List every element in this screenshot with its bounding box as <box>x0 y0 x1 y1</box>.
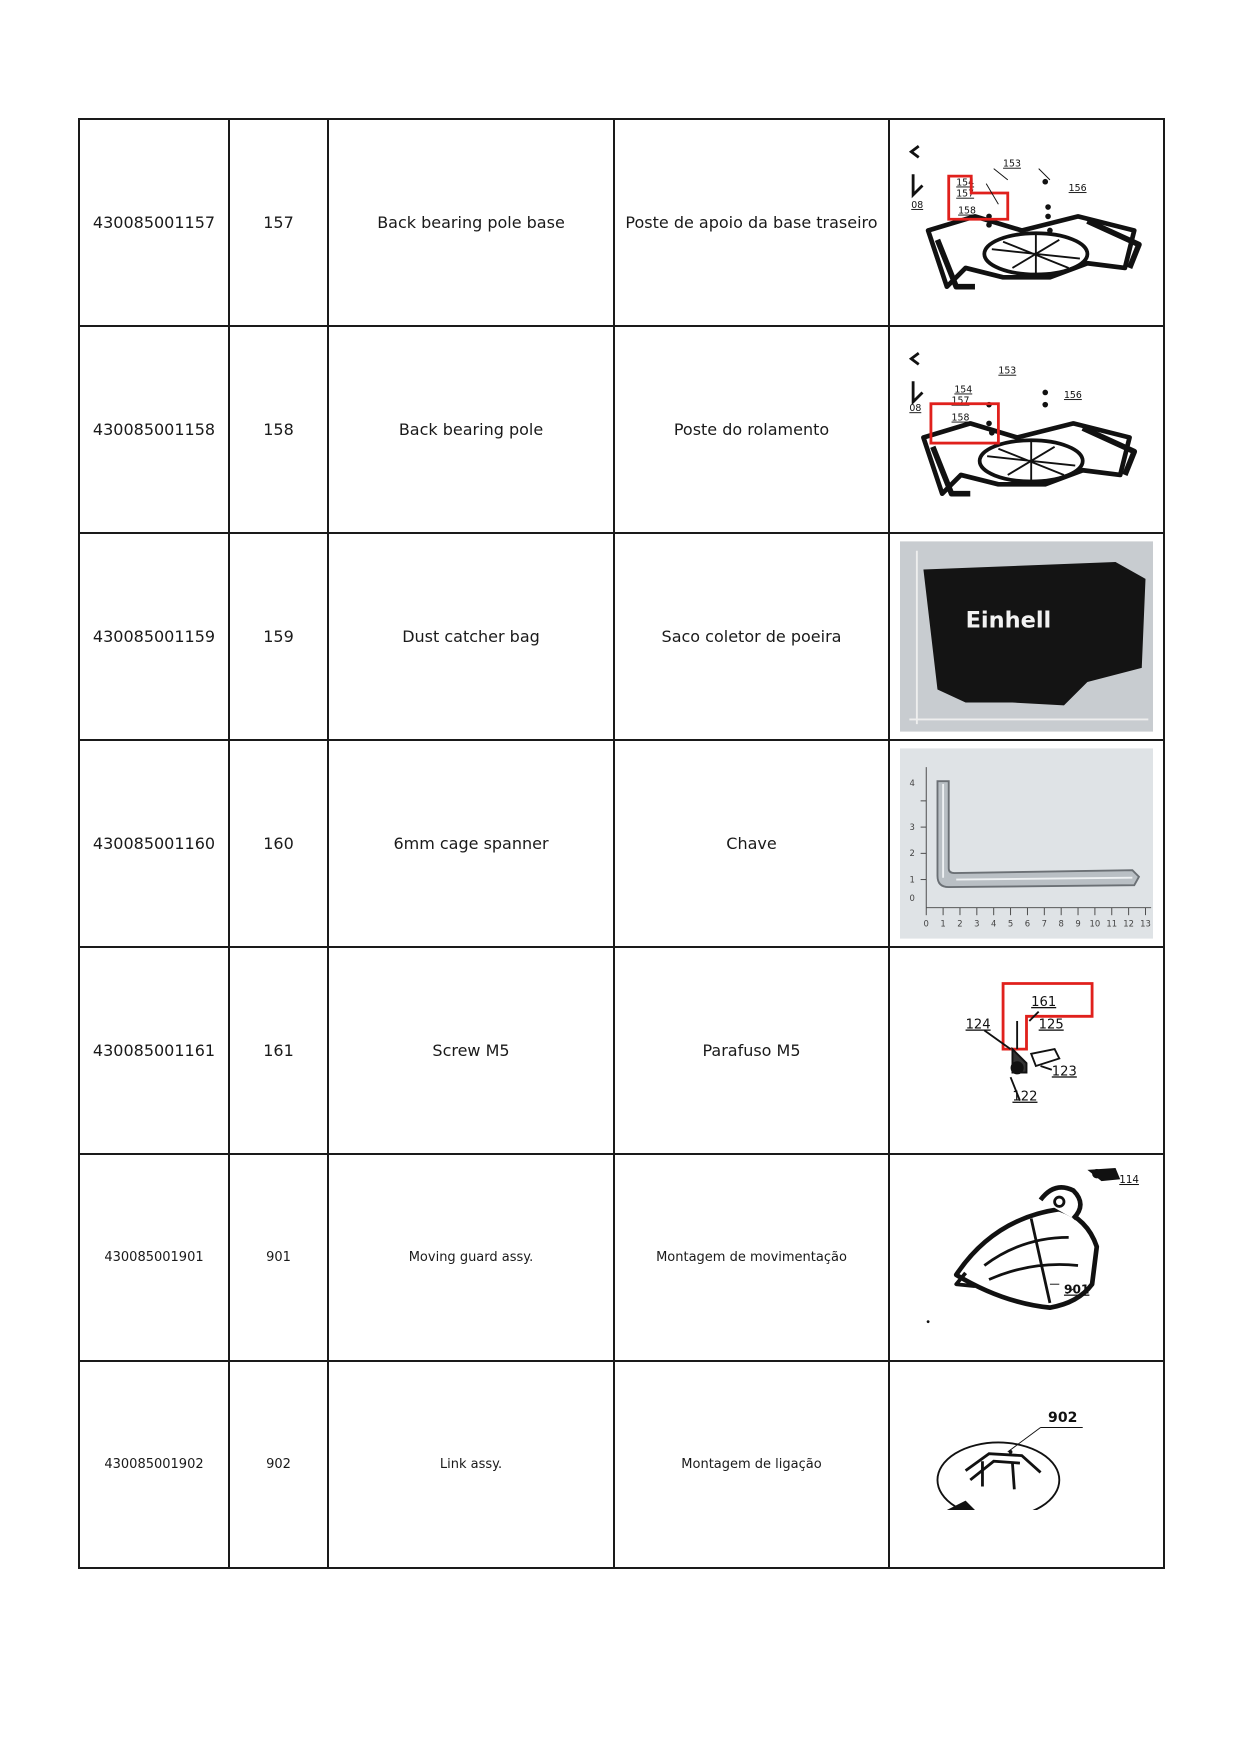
callout-label: 901 <box>1063 1282 1090 1297</box>
description-en: Dust catcher bag <box>328 533 614 740</box>
ruler-y-label: 0 <box>909 893 915 904</box>
table-row <box>79 326 1164 533</box>
link-diagram <box>900 1363 1153 1566</box>
description-pt: Poste do rolamento <box>614 326 889 533</box>
part-photo <box>889 533 1164 740</box>
callout-label: 114 <box>1119 1174 1139 1187</box>
callout-label: 153 <box>1003 158 1021 170</box>
part-diagram <box>889 326 1164 533</box>
position-number: 157 <box>229 119 328 326</box>
screw-diagram <box>900 949 1153 1152</box>
callout-label: 156 <box>1068 183 1087 195</box>
callout-label: 08 <box>909 403 922 415</box>
ruler-x-label: 4 <box>991 918 997 929</box>
callout-label: 157 <box>956 188 975 200</box>
part-photo <box>889 740 1164 947</box>
table-row <box>79 1361 1164 1568</box>
callout-label: 158 <box>958 205 976 217</box>
position-number: 902 <box>229 1361 328 1568</box>
table-row <box>79 740 1164 947</box>
callout-label: 161 <box>1031 994 1057 1010</box>
callout-label: 123 <box>1051 1064 1077 1080</box>
dust-bag-photo <box>900 535 1153 738</box>
ruler-x-label: 6 <box>1024 918 1031 929</box>
callout-label: 124 <box>965 1017 991 1033</box>
description-en: Screw M5 <box>328 947 614 1154</box>
table-row <box>79 1154 1164 1361</box>
description-pt: Montagem de movimentação <box>614 1154 889 1361</box>
ruler-x-label: 11 <box>1106 918 1118 929</box>
ruler-x-label: 12 <box>1123 918 1134 929</box>
callout-label: 902 <box>1048 1409 1078 1426</box>
description-pt: Montagem de ligação <box>614 1361 889 1568</box>
ruler-x-label: 2 <box>957 918 963 929</box>
callout-label: 122 <box>1012 1089 1038 1105</box>
callout-label: 156 <box>1063 390 1082 402</box>
position-number: 158 <box>229 326 328 533</box>
spanner-photo <box>900 742 1153 945</box>
part-diagram <box>889 947 1164 1154</box>
ruler-x-label: 9 <box>1075 918 1081 929</box>
ruler-y-label: 4 <box>909 777 915 788</box>
description-en: Link assy. <box>328 1361 614 1568</box>
part-number: 430085001901 <box>79 1154 229 1361</box>
callout-label: 08 <box>911 199 924 211</box>
callout-label: 154 <box>956 177 975 189</box>
position-number: 901 <box>229 1154 328 1361</box>
ruler-x-label: 1 <box>940 918 946 929</box>
callout-label: 157 <box>951 395 970 407</box>
part-diagram <box>889 1154 1164 1361</box>
callout-label: 154 <box>954 384 973 396</box>
callout-label: 125 <box>1038 1017 1064 1033</box>
description-en: Back bearing pole <box>328 326 614 533</box>
guard-diagram <box>900 1156 1153 1359</box>
part-number: 430085001161 <box>79 947 229 1154</box>
description-pt: Saco coletor de poeira <box>614 533 889 740</box>
description-en: Back bearing pole base <box>328 119 614 326</box>
ruler-x-label: 10 <box>1089 918 1101 929</box>
base-diagram-157 <box>900 121 1153 324</box>
description-en: 6mm cage spanner <box>328 740 614 947</box>
ruler-x-label: 8 <box>1058 918 1064 929</box>
description-en: Moving guard assy. <box>328 1154 614 1361</box>
part-number: 430085001159 <box>79 533 229 740</box>
part-number: 430085001160 <box>79 740 229 947</box>
part-number: 430085001158 <box>79 326 229 533</box>
ruler-y-label: 2 <box>909 848 915 859</box>
position-number: 160 <box>229 740 328 947</box>
table-row <box>79 119 1164 326</box>
description-pt: Chave <box>614 740 889 947</box>
parts-table <box>78 118 1165 1569</box>
ruler-x-label: 0 <box>923 918 929 929</box>
position-number: 159 <box>229 533 328 740</box>
ruler-x-label: 5 <box>1007 918 1014 929</box>
ruler-x-label: 13 <box>1140 918 1151 929</box>
part-diagram <box>889 119 1164 326</box>
einhell-logo: Einhell <box>965 607 1052 634</box>
ruler-y-label: 1 <box>909 874 915 885</box>
callout-label: 158 <box>951 412 970 424</box>
description-pt: Parafuso M5 <box>614 947 889 1154</box>
base-diagram-158 <box>900 328 1153 531</box>
part-number: 430085001902 <box>79 1361 229 1568</box>
position-number: 161 <box>229 947 328 1154</box>
part-diagram <box>889 1361 1164 1568</box>
table-row <box>79 533 1164 740</box>
description-pt: Poste de apoio da base traseiro <box>614 119 889 326</box>
table-row <box>79 947 1164 1154</box>
ruler-x-label: 7 <box>1041 918 1047 929</box>
ruler-x-label: 3 <box>974 918 980 929</box>
callout-label: 153 <box>998 365 1017 377</box>
part-number: 430085001157 <box>79 119 229 326</box>
ruler-y-label: 3 <box>909 821 915 832</box>
